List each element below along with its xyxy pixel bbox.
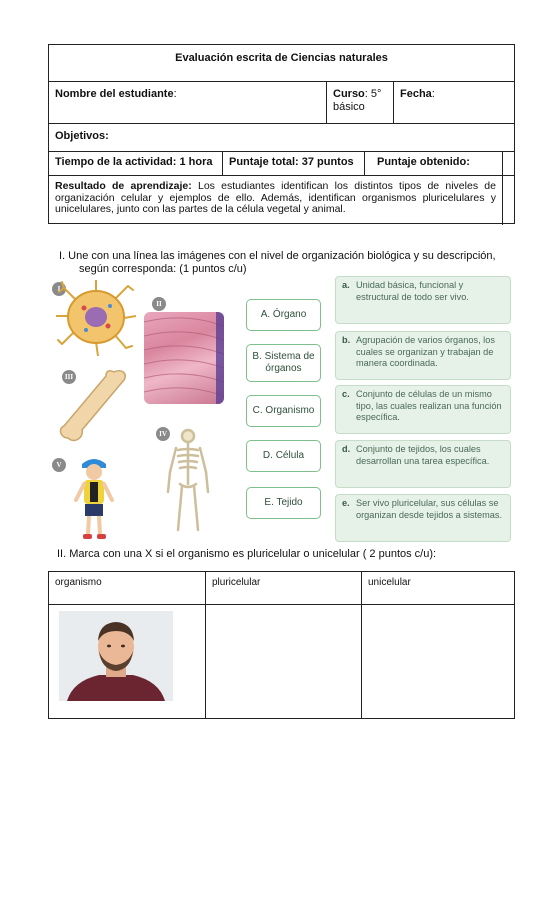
student-name-label: Nombre del estudiante	[55, 88, 174, 100]
description-d[interactable]	[335, 440, 511, 488]
description-e-letter: e.	[342, 498, 350, 508]
unicelular-answer-cell[interactable]	[362, 605, 515, 719]
description-d-letter: d.	[342, 444, 351, 454]
organism-table	[48, 571, 515, 719]
page-title: Evaluación escrita de Ciencias naturales	[175, 52, 388, 64]
bone-image	[56, 366, 130, 444]
boy-image	[70, 454, 118, 542]
outcome-cell	[49, 176, 503, 225]
badge-v: V	[52, 458, 66, 472]
header-table	[48, 44, 515, 224]
description-b-letter: b.	[342, 335, 351, 345]
description-e-text: Ser vivo pluricelular, sus células se organizan desde tejidos a sistemas.	[356, 498, 503, 520]
description-c[interactable]	[335, 385, 511, 434]
section1-instruction-line2: según corresponda: (1 puntos c/u)	[79, 263, 247, 275]
section1-instruction-line1: I. Une con una línea las imágenes con el nivel de organización biológica y su descripción,	[59, 250, 496, 262]
badge-iv: IV	[156, 427, 170, 441]
objectives-row	[49, 124, 514, 152]
date-cell[interactable]	[394, 82, 514, 123]
badge-ii: II	[152, 297, 166, 311]
description-d-text: Conjunto de tejidos, los cuales desarrollan una tarea específica.	[356, 444, 490, 466]
description-e[interactable]	[335, 494, 511, 542]
description-c-text: Conjunto de células de un mismo tipo, las cuales realizan una función específica.	[356, 389, 502, 422]
course-cell	[327, 82, 394, 123]
student-row	[49, 82, 514, 124]
description-c-letter: c.	[342, 389, 350, 399]
table-row	[49, 605, 515, 719]
title-row	[49, 45, 514, 82]
tissue-image	[144, 312, 224, 404]
course-label: Curso	[333, 88, 365, 100]
label-organo[interactable]: A. Órgano	[246, 299, 321, 331]
outcome-label: Resultado de aprendizaje:	[55, 180, 192, 192]
date-label: Fecha	[400, 88, 432, 100]
score-row	[49, 152, 514, 176]
badge-iii: III	[62, 370, 76, 384]
description-a-letter: a.	[342, 280, 350, 290]
description-a[interactable]	[335, 276, 511, 324]
description-b[interactable]	[335, 331, 511, 380]
course-value: : 5° básico	[333, 88, 382, 113]
label-sistema-organos[interactable]: B. Sistema de órganos	[246, 344, 321, 382]
table-header-row	[49, 572, 515, 605]
cell-image	[56, 280, 136, 356]
skeleton-image	[162, 428, 214, 534]
objectives-label: Objetivos:	[55, 130, 109, 142]
label-celula[interactable]: D. Célula	[246, 440, 321, 472]
total-score-cell: Puntaje total: 37 puntos	[223, 152, 365, 175]
badge-i: I	[52, 282, 66, 296]
pluricelular-answer-cell[interactable]	[206, 605, 362, 719]
student-name-cell[interactable]	[49, 82, 327, 123]
column-pluricelular: pluricelular	[206, 572, 362, 605]
time-cell: Tiempo de la actividad: 1 hora	[49, 152, 223, 175]
column-organismo: organismo	[49, 572, 206, 605]
outcome-text: Los estudiantes identifican los distintos tipos de niveles de organización celular y ejemplos de ello. Además, identifican organismos pluricelulares y unicelulares, junto con las partes de la célula vegetal y animal.	[55, 180, 496, 215]
obtained-score-value[interactable]	[503, 152, 515, 175]
column-unicelular: unicelular	[362, 572, 515, 605]
date-colon: :	[431, 88, 435, 100]
organism-image-cell	[49, 605, 206, 719]
label-organismo[interactable]: C. Organismo	[246, 395, 321, 427]
label-tejido[interactable]: E. Tejido	[246, 487, 321, 519]
man-photo	[59, 611, 173, 701]
description-a-text: Unidad básica, funcional y estructural de todo ser vivo.	[356, 280, 469, 302]
images-area	[52, 278, 242, 542]
description-b-text: Agrupación de varios órganos, los cuales se organizan y trabajan de manera coordinada.	[356, 335, 495, 368]
student-colon: :	[173, 88, 177, 100]
outcome-row	[49, 176, 514, 225]
obtained-score-cell: Puntaje obtenido:	[365, 152, 503, 175]
section1-instruction	[59, 250, 499, 276]
section2-instruction: II. Marca con una X si el organismo es pluricelular o unicelular ( 2 puntos c/u):	[57, 548, 437, 560]
